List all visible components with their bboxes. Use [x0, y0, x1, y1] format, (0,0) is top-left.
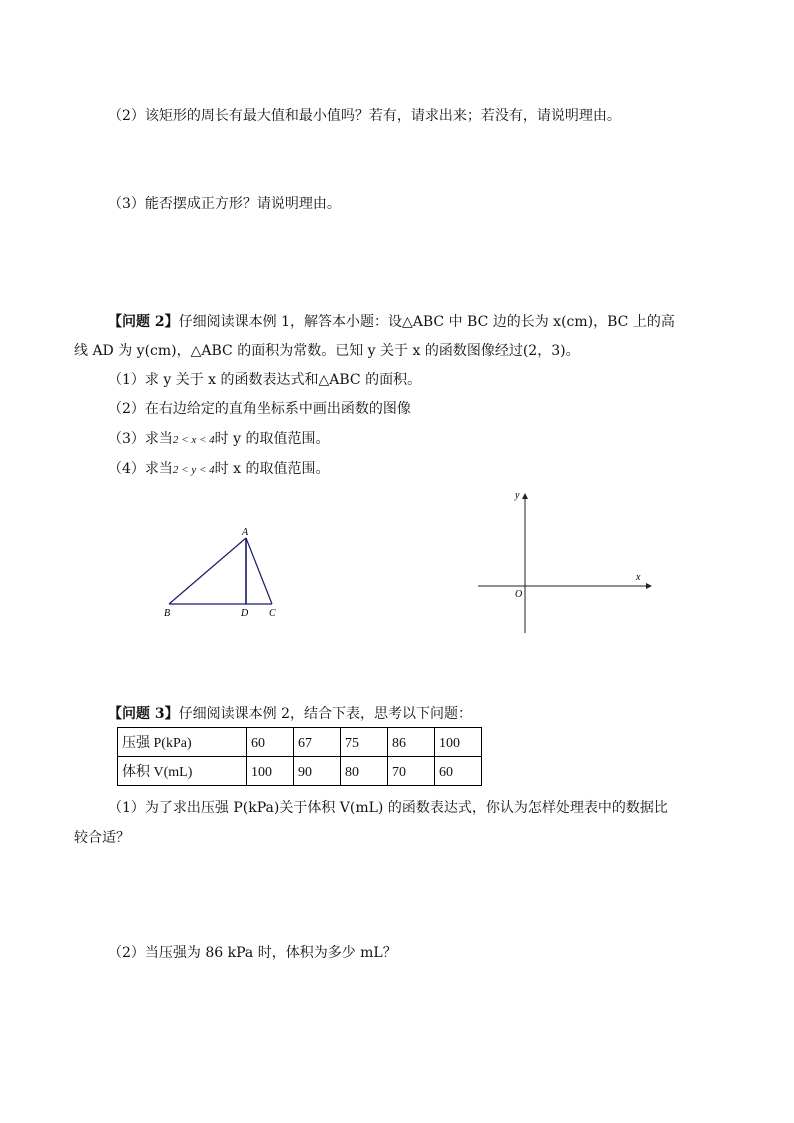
problem2-line2: 线 AD 为 y(cm)，△ABC 的面积为常数。已知 y 关于 x 的函数图像经过(2，3)。 [74, 343, 580, 359]
table-cell: 100 [247, 757, 294, 786]
problem2-item4 [108, 459, 329, 480]
problem2-item3 [108, 429, 329, 450]
x-axis-label: x [636, 572, 641, 583]
problem2-item1: （1）求 y 关于 x 的函数表达式和△ABC 的面积。 [108, 372, 422, 388]
table-cell: 75 [341, 728, 388, 757]
problem3-item1-line1: （1）为了求出压强 P(kPa)关于体积 V(mL) 的函数表达式，你认为怎样处理表中的数据比 [108, 800, 668, 816]
label-d: D [241, 608, 249, 619]
table-row [118, 728, 482, 757]
pressure-volume-table [117, 727, 482, 786]
label-a: A [242, 527, 249, 538]
table-cell: 60 [435, 757, 482, 786]
problem3-item1-line2: 较合适？ [74, 830, 130, 846]
table-cell: 86 [388, 728, 435, 757]
problem2-item3-post: 时 y 的取值范围。 [214, 431, 330, 447]
q1-part2: （2）该矩形的周长有最大值和最小值吗？若有，请求出来；若没有，请说明理由。 [108, 108, 621, 124]
table-row [118, 757, 482, 786]
table-cell: 80 [341, 757, 388, 786]
problem2-item4-post: 时 x 的取值范围。 [214, 461, 330, 477]
q1-part3: （3）能否摆成正方形？请说明理由。 [108, 196, 341, 212]
problem3-item2: （2）当压强为 86 kPa 时，体积为多少 mL？ [108, 945, 397, 961]
label-b: B [164, 608, 171, 619]
table-cell: 70 [388, 757, 435, 786]
table-cell: 90 [294, 757, 341, 786]
table-cell: 体积 V(mL) [118, 757, 247, 786]
problem2-item3-pre: （3）求当 [108, 431, 173, 447]
y-axis-label: y [515, 490, 520, 501]
problem2-item4-pre: （4）求当 [108, 461, 173, 477]
label-c: C [269, 608, 276, 619]
x-axis-arrow [646, 583, 652, 589]
problem2-item4-math: 2 < y < 4 [172, 464, 215, 476]
problem2-item2: （2）在右边给定的直角坐标系中画出函数的图像 [108, 401, 411, 417]
table-cell: 100 [435, 728, 482, 757]
side-ac [246, 538, 272, 604]
problem2-line1 [108, 312, 675, 332]
origin-label: O [515, 589, 523, 600]
problem3-intro [108, 704, 472, 724]
problem3-heading: 【问题 3】 [108, 706, 179, 722]
y-axis-arrow [522, 493, 528, 499]
problem2-heading: 【问题 2】 [108, 314, 179, 330]
coordinate-axes [470, 485, 660, 640]
problem3-intro-text: 仔细阅读课本例 2，结合下表，思考以下问题： [178, 706, 472, 722]
triangle-figure [150, 520, 290, 625]
problem2-item3-math: 2 < x < 4 [172, 434, 215, 446]
problem2-text-line1: 仔细阅读课本例 1，解答本小题：设△ABC 中 BC 边的长为 x(cm)，BC 上的高 [178, 314, 675, 330]
table-cell: 67 [294, 728, 341, 757]
table-cell: 压强 P(kPa) [118, 728, 247, 757]
side-ab [169, 538, 246, 604]
table-cell: 60 [247, 728, 294, 757]
